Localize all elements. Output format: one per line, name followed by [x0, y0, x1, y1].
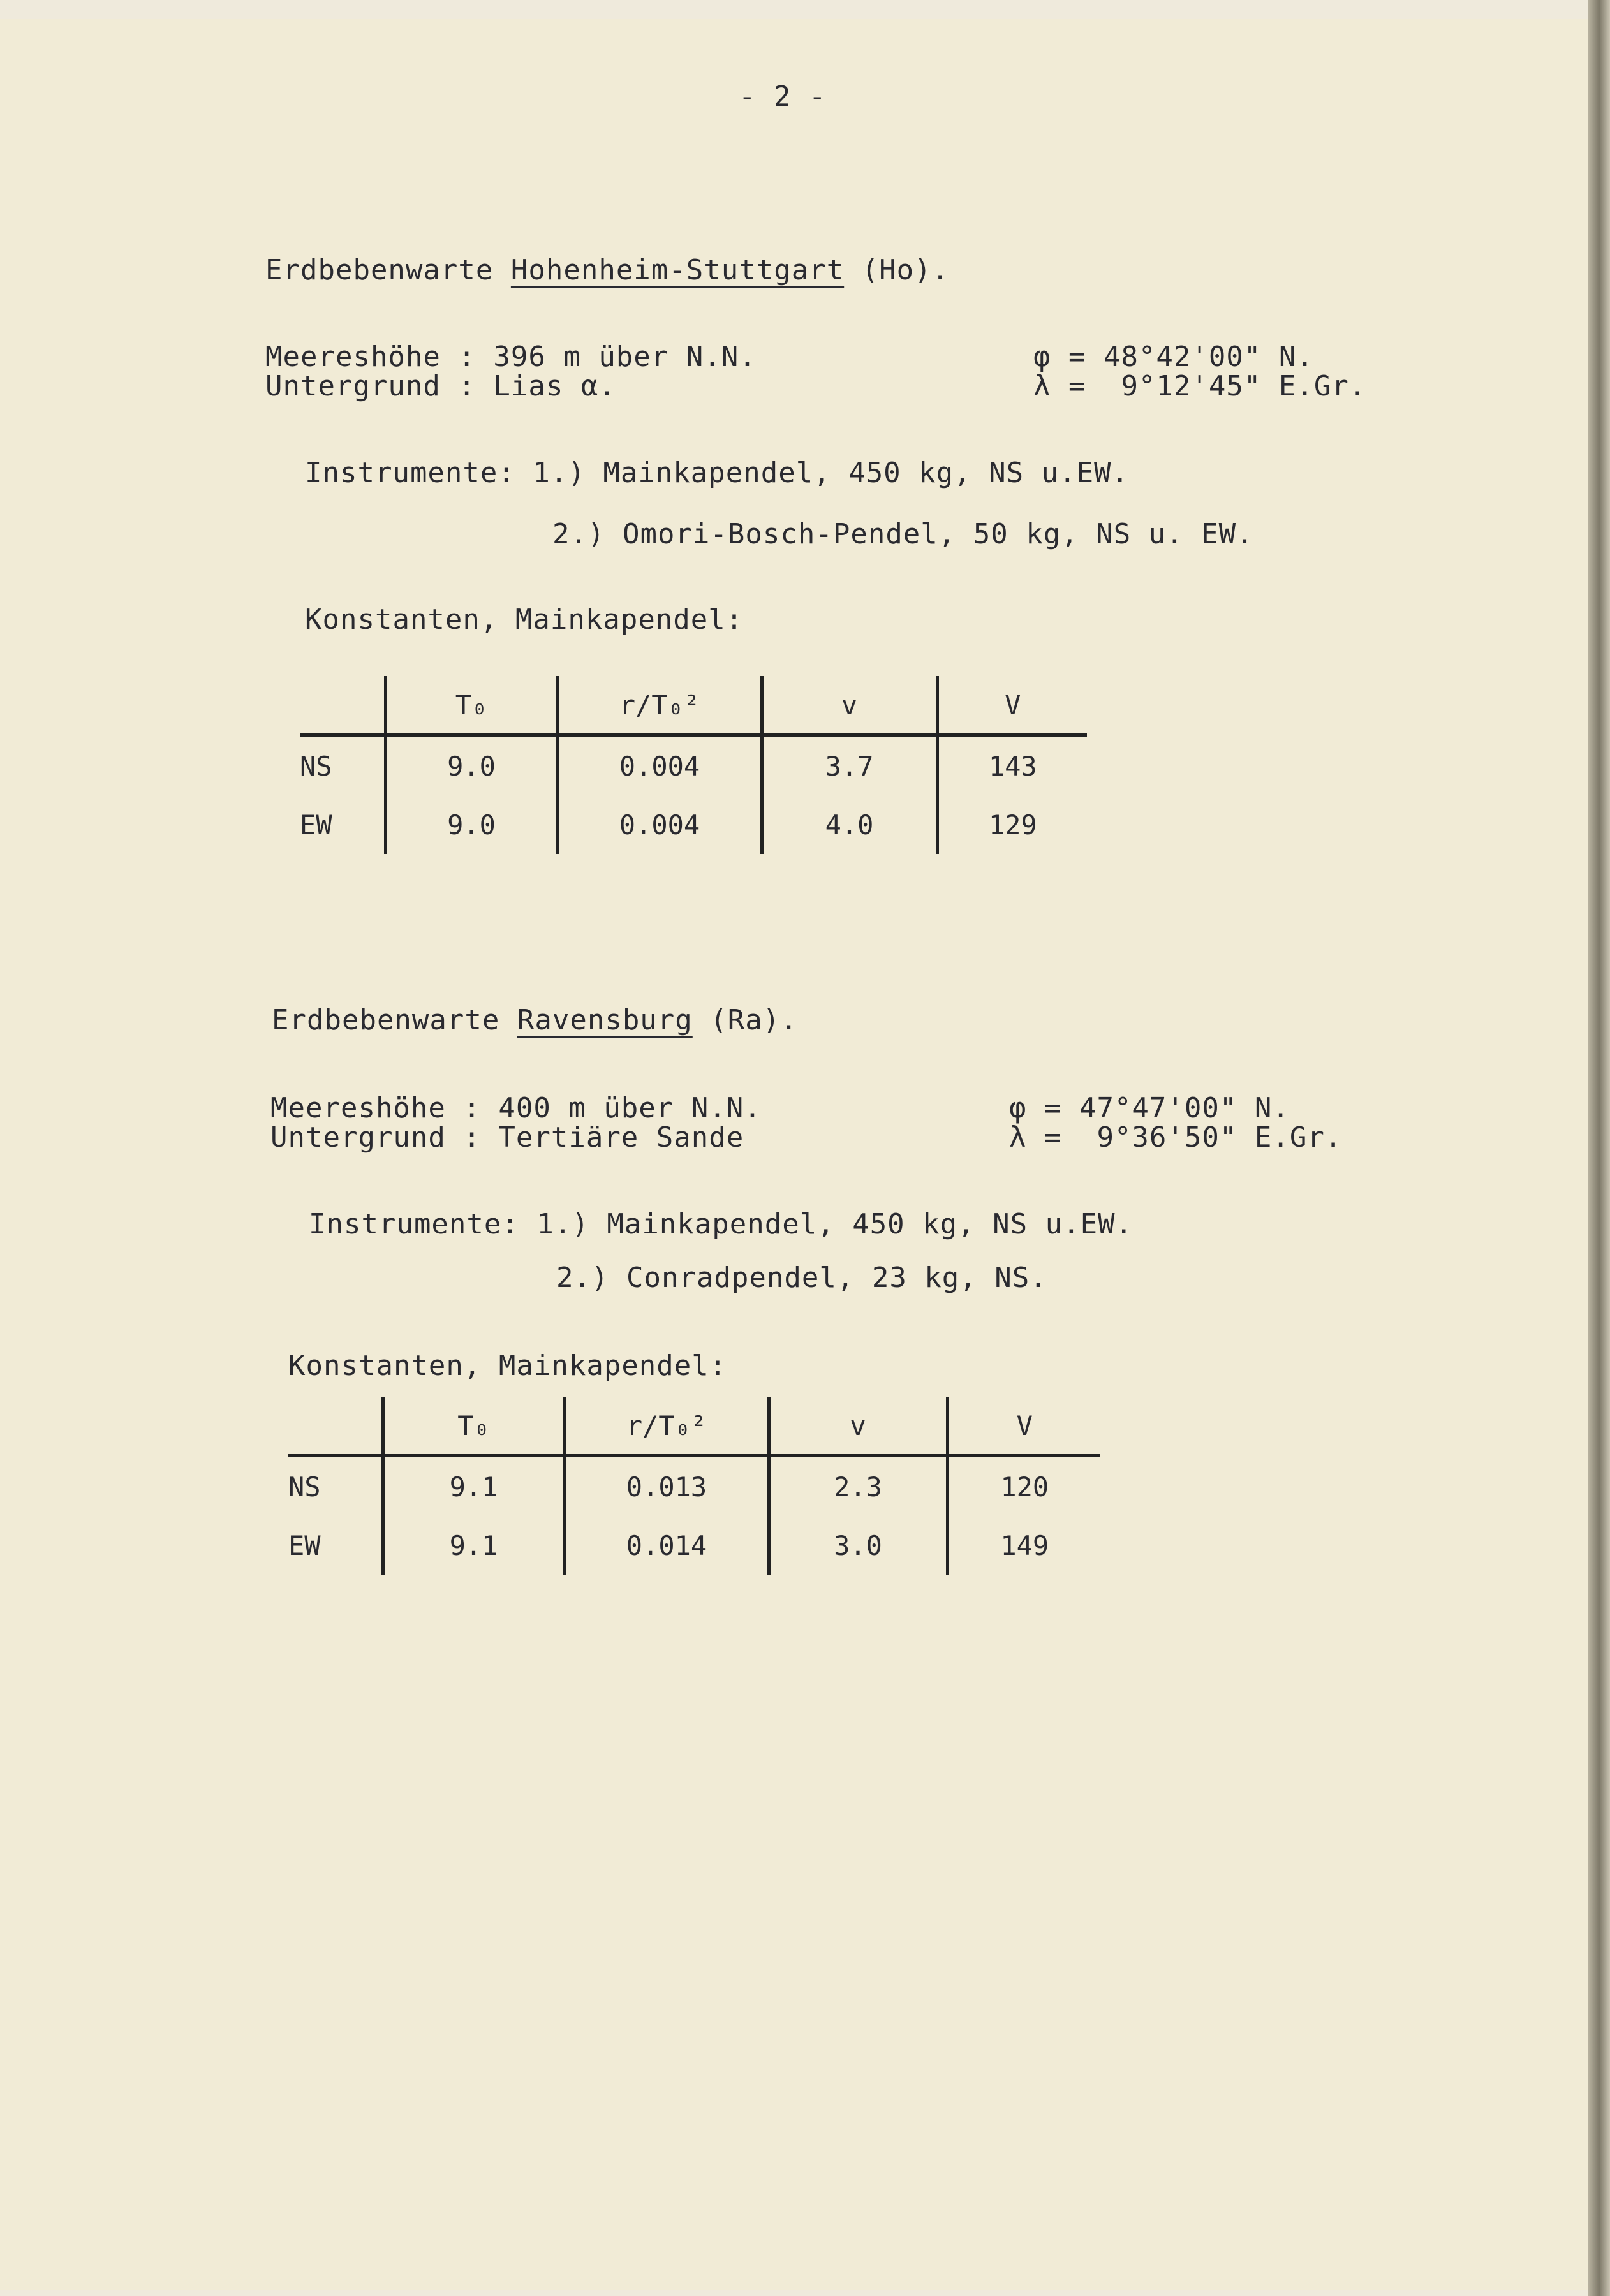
- station1-constants-table: [300, 676, 1087, 854]
- table-cell: 3.7: [762, 735, 937, 796]
- table-header-row: [300, 676, 1087, 735]
- station2-longitude: λ = 9°36'50" E.Gr.: [1009, 1121, 1343, 1154]
- table-cell: 0.004: [558, 795, 762, 854]
- header-cell: v: [769, 1397, 947, 1456]
- station1-suffix: (Ho).: [844, 254, 950, 286]
- table-cell: EW: [288, 1529, 321, 1561]
- table-row: [300, 795, 1087, 854]
- station1-name: Hohenheim-Stuttgart: [510, 254, 845, 286]
- station2-constants-title: Konstanten, Mainkapendel:: [288, 1350, 727, 1382]
- table-cell: 2.3: [769, 1456, 947, 1517]
- table-cell: 129: [937, 795, 1087, 854]
- station1-longitude: λ = 9°12'45" E.Gr.: [1033, 370, 1367, 402]
- table-cell: 4.0: [762, 795, 937, 854]
- table-cell: NS: [300, 750, 332, 782]
- table-cell: NS: [288, 1471, 321, 1503]
- header-cell: r/T₀²: [558, 676, 762, 735]
- station2-constants-table: [288, 1397, 1100, 1575]
- table-cell: 9.0: [385, 795, 558, 854]
- station2-prefix: Erdbebenwarte: [272, 1004, 517, 1036]
- table-cell: 143: [937, 735, 1087, 796]
- station1-title: [265, 256, 949, 284]
- table-header-row: [288, 1397, 1100, 1456]
- table-cell: 149: [947, 1516, 1100, 1575]
- station2-ground: Untergrund : Tertiäre Sande: [270, 1121, 744, 1154]
- table-cell: 0.004: [558, 735, 762, 796]
- station2-name: Ravensburg: [517, 1004, 693, 1036]
- station1-prefix: Erdbebenwarte: [265, 254, 511, 286]
- table-cell: 9.1: [383, 1516, 565, 1575]
- station2-instrument-1: Instrumente: 1.) Mainkapendel, 450 kg, NS u.EW.: [309, 1208, 1134, 1240]
- station2-height: Meereshöhe : 400 m über N.N.: [270, 1092, 762, 1124]
- station1-latitude: φ = 48°42'00" N.: [1033, 341, 1314, 373]
- table-cell: 120: [947, 1456, 1100, 1517]
- header-cell: V: [937, 676, 1087, 735]
- table-cell: EW: [300, 809, 332, 841]
- header-cell: V: [947, 1397, 1100, 1456]
- table-row: [288, 1516, 1100, 1575]
- header-cell: T₀: [385, 676, 558, 735]
- station1-instrument-2: 2.) Omori-Bosch-Pendel, 50 kg, NS u. EW.: [552, 518, 1254, 550]
- table-cell: 0.014: [565, 1516, 769, 1575]
- station2-title: [272, 1006, 798, 1034]
- header-cell: v: [762, 676, 937, 735]
- header-cell: [300, 676, 385, 735]
- page-number: - 2 -: [739, 80, 827, 113]
- header-cell: [288, 1397, 383, 1456]
- document-page: [0, 19, 1590, 2290]
- station2-suffix: (Ra).: [692, 1004, 798, 1036]
- table-cell: 9.0: [385, 735, 558, 796]
- station1-instrument-1: Instrumente: 1.) Mainkapendel, 450 kg, NS u.EW.: [305, 457, 1130, 489]
- station2-latitude: φ = 47°47'00" N.: [1009, 1092, 1290, 1124]
- page-edge: [1588, 0, 1610, 2296]
- station2-instrument-2: 2.) Conradpendel, 23 kg, NS.: [556, 1262, 1047, 1294]
- header-cell: T₀: [383, 1397, 565, 1456]
- table-row: [300, 735, 1087, 796]
- header-cell: r/T₀²: [565, 1397, 769, 1456]
- station1-height: Meereshöhe : 396 m über N.N.: [265, 341, 757, 373]
- station1-constants-title: Konstanten, Mainkapendel:: [305, 603, 744, 636]
- table-cell: 3.0: [769, 1516, 947, 1575]
- table-row: [288, 1456, 1100, 1517]
- station1-ground: Untergrund : Lias α.: [265, 370, 616, 402]
- table-cell: 9.1: [383, 1456, 565, 1517]
- table-cell: 0.013: [565, 1456, 769, 1517]
